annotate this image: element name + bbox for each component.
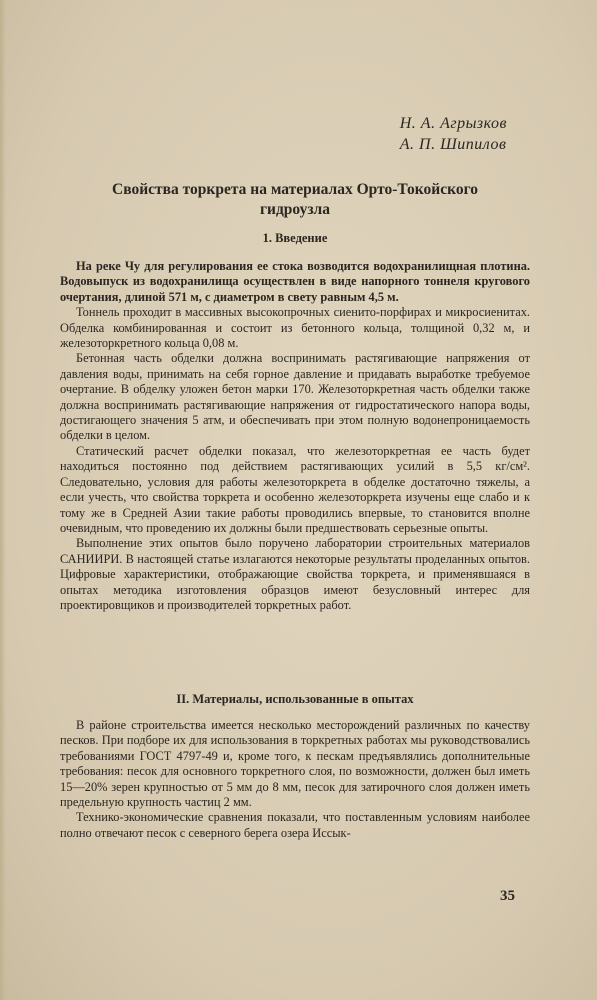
author-1: Н. А. Агрызков — [399, 115, 507, 132]
section-1-paragraph-2: Тоннель проходит в массивных высокопрочных сиенито-порфирах и микросиенитах. Обделка комбинированная и состоит из бетонного кольца, толщиной 0,32 м, и железоторкретного кольца 0,08 м. — [60, 305, 530, 351]
page-number: 35 — [500, 888, 515, 904]
article-title — [30, 180, 560, 220]
article-title-line-2: гидроузла — [259, 201, 330, 218]
section-2-paragraph-2: Технико-экономические сравнения показали, что поставленным условиям наиболее полно отвечают песок с северного берега озера Иссык- — [60, 810, 530, 840]
section-2-paragraph-1: В районе строительства имеется несколько месторождений различных по качеству песков. При подборе их для использования в торкретных работах мы руководствовались требованиями ГОСТ 4797-49 и, кроме того, к пескам предъявлялись дополнительные требования: песок для основного торкретного слоя, по возможности, должен был иметь 15—20% зерен крупностью от 5 мм до 8 мм, песок для затирочного слоя должен иметь предельную крупность частиц 2 мм. — [60, 718, 530, 810]
author-2: А. П. Шипилов — [399, 136, 507, 153]
section-1-paragraph-4: Статический расчет обделки показал, что железоторкретная ее часть будет находиться постоянно под действием растягивающих усилий в 5,5 кг/см². Следовательно, условия для работы железоторкрета в обделке достаточно тяжелы, а если учесть, что свойства торкрета и особенно железоторкрета изучены еще слабо и к тому же в Средней Азии такие работы проводились впервые, то становится вполне очевидным, что проведению их должны были предшествовать серьезные опыты. — [60, 443, 530, 535]
section-1-paragraph-1: На реке Чу для регулирования ее стока возводится водохранилищная плотина. Водовыпуск из водохранилища осуществлен в виде напорного тоннеля кругового очертания, длиной 571 м, с диаметром в свету равным 4,5 м. — [60, 259, 530, 304]
page-edge-shadow — [0, 0, 6, 1000]
section-1-paragraph-3: Бетонная часть обделки должна воспринимать растягивающие напряжения от давления воды, принимать на себя горное давление и придавать выработке требуемое очертание. В обделку уложен бетон марки 170. Железоторкретная часть обделки также должна воспринимать растягивающие напряжения от гидростатического напора воды, достигающего значения 5 атм, и обеспечивать при этом полную водонепроницаемость обделки в целом. — [60, 351, 530, 443]
section-1-body — [60, 259, 530, 613]
article-title-line-1: Свойства торкрета на материалах Орто-Токойского — [112, 181, 478, 198]
section-1-heading: 1. Введение — [262, 231, 328, 245]
authors-block — [400, 113, 507, 155]
section-1-paragraph-5: Выполнение этих опытов было поручено лаборатории строительных материалов САНИИРИ. В настоящей статье излагаются некоторые результаты проделанных опытов. Цифровые характеристики, отображающие свойства торкрета, и применявшаяся в опытах методика изготовления образцов имеют безусловный интерес для проектировщиков и производителей торкретных работ. — [60, 536, 530, 612]
section-2-body — [60, 718, 530, 841]
section-2-heading: II. Материалы, использованные в опытах — [176, 692, 414, 706]
